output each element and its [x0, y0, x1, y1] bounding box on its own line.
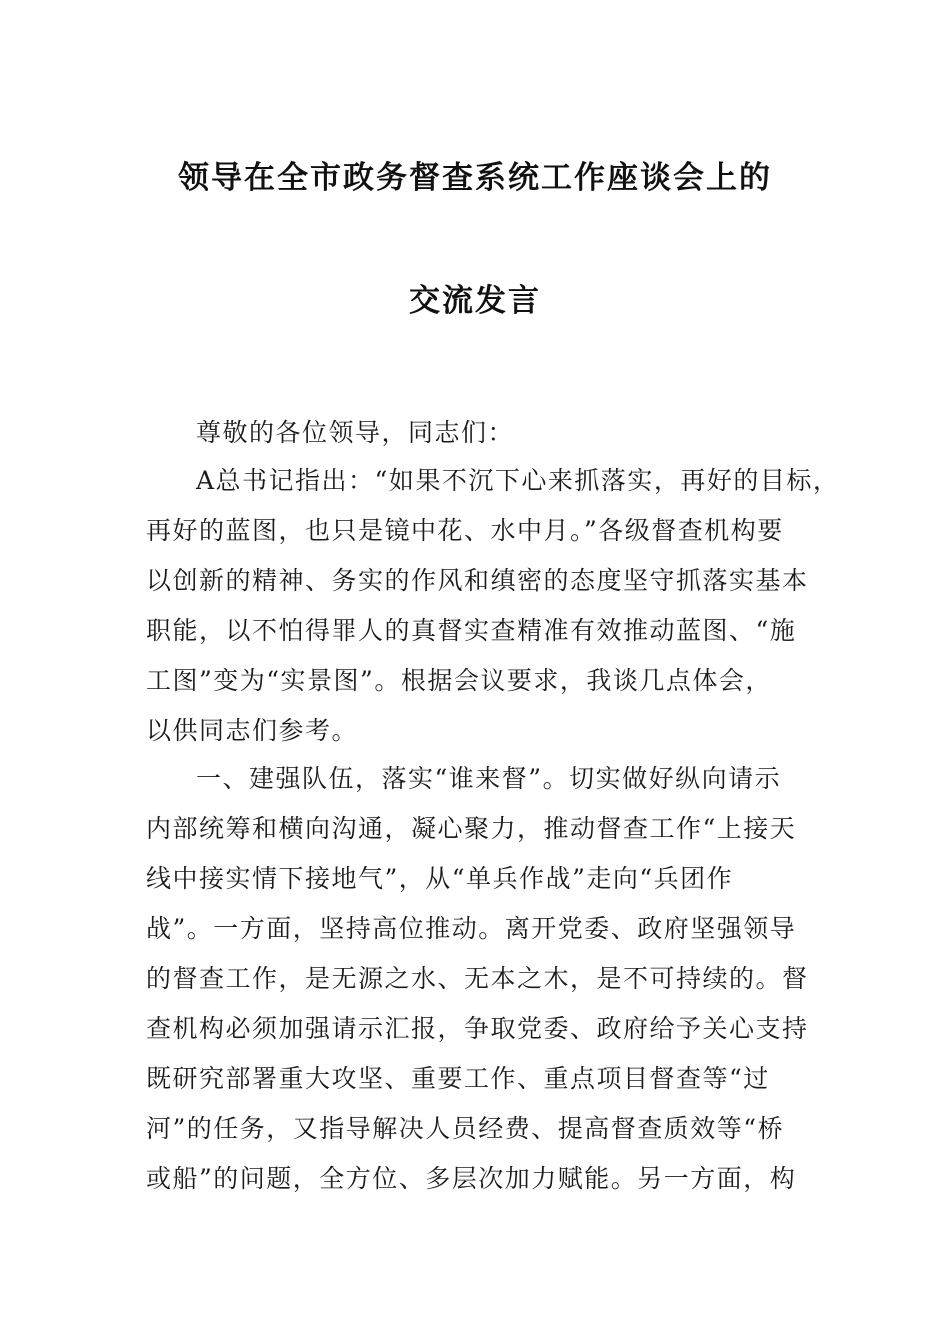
paragraph-line: 河”的任务，又指导解决人员经费、提高督查质效等“桥 — [146, 1114, 785, 1143]
paragraph-line: 战”。一方面，坚持高位推动。离开党委、政府坚强领导 — [146, 914, 797, 943]
paragraph-line: A总书记指出：“如果不沉下心来抓落实，再好的目标， — [196, 466, 840, 495]
title-line-2: 交流发言 — [409, 283, 541, 319]
paragraph-line: 以创新的精神、务实的作风和缜密的态度坚守抓落实基本 — [146, 566, 809, 595]
paragraph-line: 以供同志们参考。 — [146, 716, 359, 745]
paragraph-2 — [146, 754, 808, 1204]
greeting-paragraph — [146, 408, 808, 458]
paragraph-line: 工图”变为“实景图”。根据会议要求，我谈几点体会， — [146, 666, 772, 695]
paragraph-line: 或船”的问题，全方位、多层次加力赋能。另一方面，构 — [146, 1164, 797, 1193]
paragraph-line: 再好的蓝图，也只是镜中花、水中月。”各级督查机构要 — [146, 516, 784, 545]
paragraph-line: 线中接实情下接地气”，从“单兵作战”走向“兵团作 — [146, 864, 734, 893]
paragraph-line: 职能，以不怕得罪人的真督实查精准有效推动蓝图、“施 — [146, 616, 797, 645]
paragraph-line: 一、建强队伍，落实“谁来督”。切实做好纵向请示 — [196, 764, 782, 793]
greeting-text: 尊敬的各位领导，同志们： — [196, 418, 515, 447]
title-line-1: 领导在全市政务督查系统工作座谈会上的 — [178, 160, 772, 196]
paragraph-line: 内部统筹和横向沟通，凝心聚力，推动督查工作“上接天 — [146, 814, 797, 843]
paragraph-line: 既研究部署重大攻坚、重要工作、重点项目督查等“过 — [146, 1064, 770, 1093]
paragraph-line: 的督查工作，是无源之水、无本之木，是不可持续的。督 — [146, 964, 809, 993]
paragraph-line: 查机构必须加强请示汇报，争取党委、政府给予关心支持 — [146, 1014, 809, 1043]
paragraph-1 — [146, 456, 840, 756]
